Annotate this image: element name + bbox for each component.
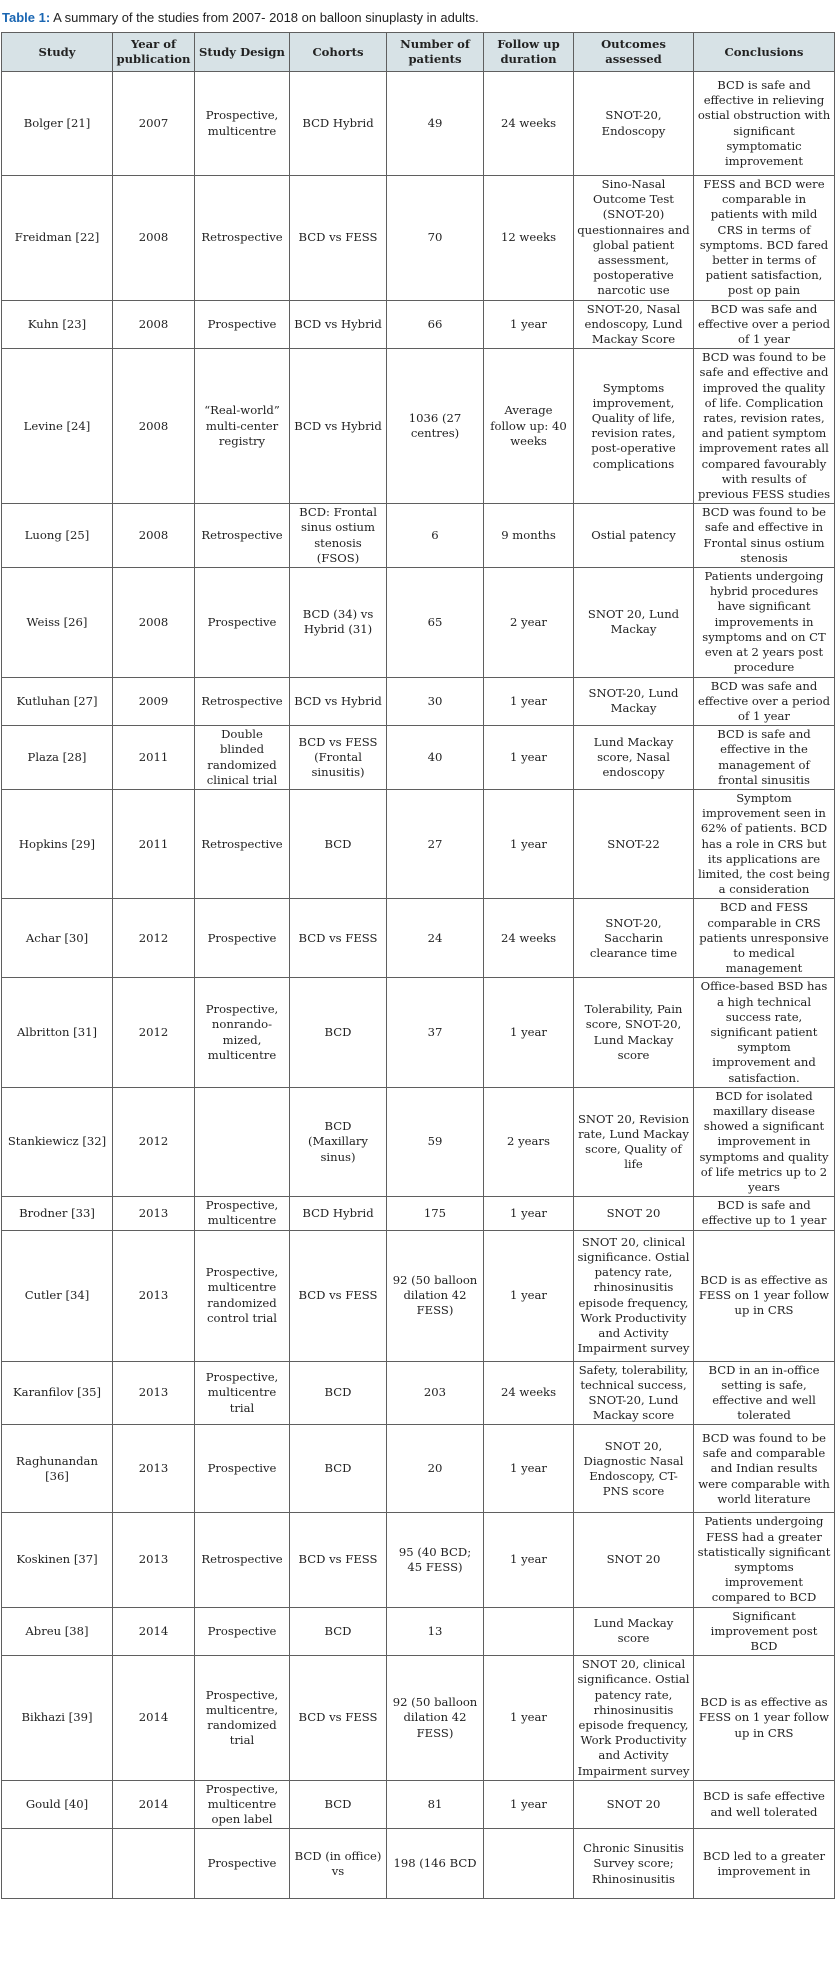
cell-outcomes: Lund Mackay score bbox=[574, 1607, 694, 1656]
cell-followup: 1 year bbox=[484, 978, 574, 1087]
cell-conclusions: BCD is as effective as FESS on 1 year follow up in CRS bbox=[694, 1656, 835, 1781]
cell-study bbox=[2, 1829, 113, 1899]
cell-patients: 27 bbox=[387, 789, 484, 898]
cell-cohorts: BCD bbox=[290, 1780, 387, 1829]
cell-design: Prospective, multicentre bbox=[195, 72, 290, 176]
cell-year: 2013 bbox=[113, 1197, 195, 1230]
cell-year: 2013 bbox=[113, 1513, 195, 1607]
cell-followup: 1 year bbox=[484, 677, 574, 726]
cell-followup bbox=[484, 1607, 574, 1656]
cell-design: “Real-world” multi-center registry bbox=[195, 349, 290, 504]
cell-conclusions: Patients undergoing FESS had a greater statistically significant symptoms improvement compared to BCD bbox=[694, 1513, 835, 1607]
cell-conclusions: BCD was safe and effective over a period of 1 year bbox=[694, 300, 835, 349]
cell-design: Prospective, multicentre bbox=[195, 1197, 290, 1230]
cell-outcomes: SNOT 20, Revision rate, Lund Mackay score, Quality of life bbox=[574, 1087, 694, 1196]
cell-followup: 1 year bbox=[484, 300, 574, 349]
cell-patients: 24 bbox=[387, 899, 484, 978]
cell-design: Retrospective bbox=[195, 677, 290, 726]
column-header-outcomes: Outcomes assessed bbox=[574, 33, 694, 72]
table-row bbox=[2, 677, 835, 726]
table-row bbox=[2, 1361, 835, 1425]
cell-followup: 1 year bbox=[484, 1230, 574, 1361]
cell-study: Achar [30] bbox=[2, 899, 113, 978]
cell-conclusions: BCD is safe and effective in the management of frontal sinusitis bbox=[694, 726, 835, 790]
cell-design bbox=[195, 1087, 290, 1196]
table-body bbox=[2, 72, 835, 1899]
cell-patients: 30 bbox=[387, 677, 484, 726]
cell-followup: 1 year bbox=[484, 726, 574, 790]
cell-conclusions: BCD is safe and effective in relieving ostial obstruction with significant symptomatic improvement bbox=[694, 72, 835, 176]
cell-followup: 2 years bbox=[484, 1087, 574, 1196]
cell-cohorts: BCD Hybrid bbox=[290, 1197, 387, 1230]
column-header-conclusions: Conclusions bbox=[694, 33, 835, 72]
cell-outcomes: SNOT 20, Lund Mackay bbox=[574, 568, 694, 677]
cell-conclusions: Office-based BSD has a high technical success rate, significant patient symptom improvement and satisfaction. bbox=[694, 978, 835, 1087]
cell-year: 2014 bbox=[113, 1607, 195, 1656]
cell-year: 2013 bbox=[113, 1361, 195, 1425]
table-row bbox=[2, 726, 835, 790]
cell-conclusions: BCD is safe effective and well tolerated bbox=[694, 1780, 835, 1829]
cell-year: 2012 bbox=[113, 1087, 195, 1196]
cell-year: 2012 bbox=[113, 899, 195, 978]
cell-design: Retrospective bbox=[195, 504, 290, 568]
cell-study: Kutluhan [27] bbox=[2, 677, 113, 726]
cell-conclusions: BCD was safe and effective over a period of 1 year bbox=[694, 677, 835, 726]
cell-patients: 40 bbox=[387, 726, 484, 790]
cell-patients: 20 bbox=[387, 1425, 484, 1513]
table-row bbox=[2, 1425, 835, 1513]
cell-outcomes: SNOT 20, Diagnostic Nasal Endoscopy, CT-PNS score bbox=[574, 1425, 694, 1513]
cell-patients: 175 bbox=[387, 1197, 484, 1230]
cell-study: Albritton [31] bbox=[2, 978, 113, 1087]
cell-cohorts: BCD (34) vs Hybrid (31) bbox=[290, 568, 387, 677]
cell-year: 2013 bbox=[113, 1425, 195, 1513]
cell-year: 2011 bbox=[113, 789, 195, 898]
cell-conclusions: Symptom improvement seen in 62% of patients. BCD has a role in CRS but its applications are limited, the cost being a consideration bbox=[694, 789, 835, 898]
cell-study: Brodner [33] bbox=[2, 1197, 113, 1230]
cell-patients: 1036 (27 centres) bbox=[387, 349, 484, 504]
cell-followup: 1 year bbox=[484, 1425, 574, 1513]
cell-followup: 1 year bbox=[484, 1197, 574, 1230]
cell-patients: 92 (50 balloon dilation 42 FESS) bbox=[387, 1230, 484, 1361]
table-row bbox=[2, 568, 835, 677]
cell-study: Cutler [34] bbox=[2, 1230, 113, 1361]
cell-followup: 24 weeks bbox=[484, 899, 574, 978]
cell-year: 2008 bbox=[113, 568, 195, 677]
cell-followup bbox=[484, 1829, 574, 1899]
cell-design: Prospective, multicentre open label bbox=[195, 1780, 290, 1829]
table-caption bbox=[2, 6, 479, 30]
cell-cohorts: BCD vs FESS (Frontal sinusitis) bbox=[290, 726, 387, 790]
cell-study: Abreu [38] bbox=[2, 1607, 113, 1656]
cell-outcomes: SNOT 20, clinical significance. Ostial patency rate, rhinosinusitis episode frequency, Work Productivity and Activity Impairment survey bbox=[574, 1656, 694, 1781]
cell-study: Freidman [22] bbox=[2, 176, 113, 301]
cell-year bbox=[113, 1829, 195, 1899]
cell-cohorts: BCD (in office) vs bbox=[290, 1829, 387, 1899]
table-row bbox=[2, 72, 835, 176]
cell-year: 2009 bbox=[113, 677, 195, 726]
table-row bbox=[2, 1513, 835, 1607]
cell-conclusions: BCD led to a greater improvement in bbox=[694, 1829, 835, 1899]
cell-outcomes: Lund Mackay score, Nasal endoscopy bbox=[574, 726, 694, 790]
cell-outcomes: SNOT-22 bbox=[574, 789, 694, 898]
cell-outcomes: Chronic Sinusitis Survey score; Rhinosinusitis bbox=[574, 1829, 694, 1899]
cell-cohorts: BCD Hybrid bbox=[290, 72, 387, 176]
table-row bbox=[2, 1780, 835, 1829]
cell-conclusions: BCD was found to be safe and effective and improved the quality of life. Complication rates, revision rates, and patient symptom improvement rates all compared favourably with results of previous FESS studies bbox=[694, 349, 835, 504]
cell-study: Raghunandan [36] bbox=[2, 1425, 113, 1513]
cell-outcomes: Ostial patency bbox=[574, 504, 694, 568]
cell-patients: 65 bbox=[387, 568, 484, 677]
column-header-followup: Follow up duration bbox=[484, 33, 574, 72]
table-row bbox=[2, 1230, 835, 1361]
cell-outcomes: SNOT-20, Endoscopy bbox=[574, 72, 694, 176]
cell-cohorts: BCD vs Hybrid bbox=[290, 349, 387, 504]
cell-followup: 1 year bbox=[484, 1656, 574, 1781]
cell-outcomes: SNOT 20 bbox=[574, 1197, 694, 1230]
cell-study: Bolger [21] bbox=[2, 72, 113, 176]
table-row bbox=[2, 1087, 835, 1196]
cell-year: 2012 bbox=[113, 978, 195, 1087]
cell-patients: 81 bbox=[387, 1780, 484, 1829]
studies-summary-table bbox=[1, 32, 835, 1899]
cell-year: 2014 bbox=[113, 1780, 195, 1829]
cell-design: Retrospective bbox=[195, 789, 290, 898]
table-row bbox=[2, 1829, 835, 1899]
cell-year: 2014 bbox=[113, 1656, 195, 1781]
cell-outcomes: SNOT-20, Nasal endoscopy, Lund Mackay Score bbox=[574, 300, 694, 349]
cell-study: Hopkins [29] bbox=[2, 789, 113, 898]
cell-patients: 203 bbox=[387, 1361, 484, 1425]
cell-year: 2013 bbox=[113, 1230, 195, 1361]
table-caption-label: Table 1: bbox=[2, 10, 51, 25]
cell-cohorts: BCD vs Hybrid bbox=[290, 677, 387, 726]
table-caption-text: A summary of the studies from 2007- 2018 on balloon sinuplasty in adults. bbox=[50, 10, 479, 25]
cell-followup: 24 weeks bbox=[484, 1361, 574, 1425]
cell-design: Retrospective bbox=[195, 176, 290, 301]
cell-design: Prospective bbox=[195, 568, 290, 677]
cell-outcomes: SNOT 20 bbox=[574, 1513, 694, 1607]
cell-cohorts: BCD: Frontal sinus ostium stenosis (FSOS) bbox=[290, 504, 387, 568]
cell-design: Prospective, multicentre trial bbox=[195, 1361, 290, 1425]
cell-year: 2007 bbox=[113, 72, 195, 176]
cell-outcomes: Tolerability, Pain score, SNOT-20, Lund Mackay score bbox=[574, 978, 694, 1087]
cell-study: Karanfilov [35] bbox=[2, 1361, 113, 1425]
cell-cohorts: BCD bbox=[290, 978, 387, 1087]
cell-outcomes: Sino-Nasal Outcome Test (SNOT-20) questionnaires and global patient assessment, postoperative narcotic use bbox=[574, 176, 694, 301]
cell-cohorts: BCD bbox=[290, 1425, 387, 1513]
cell-outcomes: SNOT-20, Saccharin clearance time bbox=[574, 899, 694, 978]
cell-study: Kuhn [23] bbox=[2, 300, 113, 349]
table-row bbox=[2, 1607, 835, 1656]
cell-cohorts: BCD vs FESS bbox=[290, 1656, 387, 1781]
cell-cohorts: BCD vs Hybrid bbox=[290, 300, 387, 349]
cell-study: Plaza [28] bbox=[2, 726, 113, 790]
cell-design: Retrospective bbox=[195, 1513, 290, 1607]
cell-year: 2011 bbox=[113, 726, 195, 790]
cell-conclusions: FESS and BCD were comparable in patients with mild CRS in terms of symptoms. BCD fared better in terms of patient satisfaction, post op pain bbox=[694, 176, 835, 301]
cell-patients: 198 (146 BCD bbox=[387, 1829, 484, 1899]
cell-outcomes: SNOT 20, clinical significance. Ostial patency rate, rhinosinusitis episode frequency, Work Productivity and Activity Impairment survey bbox=[574, 1230, 694, 1361]
cell-followup: 1 year bbox=[484, 789, 574, 898]
cell-design: Prospective bbox=[195, 1829, 290, 1899]
cell-followup: 1 year bbox=[484, 1780, 574, 1829]
cell-design: Prospective bbox=[195, 300, 290, 349]
cell-cohorts: BCD vs FESS bbox=[290, 1513, 387, 1607]
cell-patients: 66 bbox=[387, 300, 484, 349]
column-header-cohorts: Cohorts bbox=[290, 33, 387, 72]
column-header-patients: Number of patients bbox=[387, 33, 484, 72]
cell-year: 2008 bbox=[113, 176, 195, 301]
cell-year: 2008 bbox=[113, 349, 195, 504]
cell-design: Prospective, multicentre, randomized trial bbox=[195, 1656, 290, 1781]
cell-conclusions: BCD is as effective as FESS on 1 year follow up in CRS bbox=[694, 1230, 835, 1361]
cell-patients: 6 bbox=[387, 504, 484, 568]
cell-cohorts: BCD bbox=[290, 1361, 387, 1425]
table-row bbox=[2, 349, 835, 504]
cell-design: Prospective bbox=[195, 1607, 290, 1656]
cell-study: Koskinen [37] bbox=[2, 1513, 113, 1607]
table-row bbox=[2, 899, 835, 978]
cell-outcomes: Safety, tolerability, technical success, SNOT-20, Lund Mackay score bbox=[574, 1361, 694, 1425]
cell-patients: 49 bbox=[387, 72, 484, 176]
cell-cohorts: BCD bbox=[290, 789, 387, 898]
cell-cohorts: BCD (Maxillary sinus) bbox=[290, 1087, 387, 1196]
cell-design: Prospective bbox=[195, 899, 290, 978]
cell-conclusions: Significant improvement post BCD bbox=[694, 1607, 835, 1656]
cell-followup: 1 year bbox=[484, 1513, 574, 1607]
cell-study: Weiss [26] bbox=[2, 568, 113, 677]
cell-conclusions: BCD was found to be safe and comparable and Indian results were comparable with world literature bbox=[694, 1425, 835, 1513]
cell-design: Prospective bbox=[195, 1425, 290, 1513]
table-row bbox=[2, 1197, 835, 1230]
cell-patients: 92 (50 balloon dilation 42 FESS) bbox=[387, 1656, 484, 1781]
cell-outcomes: SNOT 20 bbox=[574, 1780, 694, 1829]
table-header-row bbox=[2, 33, 835, 72]
cell-conclusions: BCD for isolated maxillary disease showed a significant improvement in symptoms and quality of life metrics up to 2 years bbox=[694, 1087, 835, 1196]
cell-year: 2008 bbox=[113, 504, 195, 568]
cell-followup: 24 weeks bbox=[484, 72, 574, 176]
cell-cohorts: BCD bbox=[290, 1607, 387, 1656]
cell-design: Prospective, nonrando-mized, multicentre bbox=[195, 978, 290, 1087]
cell-outcomes: Symptoms improvement, Quality of life, revision rates, post-operative complications bbox=[574, 349, 694, 504]
table-row bbox=[2, 1656, 835, 1781]
cell-conclusions: Patients undergoing hybrid procedures have significant improvements in symptoms and on CT even at 2 years post procedure bbox=[694, 568, 835, 677]
cell-study: Luong [25] bbox=[2, 504, 113, 568]
cell-conclusions: BCD in an in-office setting is safe, effective and well tolerated bbox=[694, 1361, 835, 1425]
cell-study: Levine [24] bbox=[2, 349, 113, 504]
column-header-study: Study bbox=[2, 33, 113, 72]
cell-followup: Average follow up: 40 weeks bbox=[484, 349, 574, 504]
cell-cohorts: BCD vs FESS bbox=[290, 1230, 387, 1361]
cell-followup: 9 months bbox=[484, 504, 574, 568]
cell-cohorts: BCD vs FESS bbox=[290, 899, 387, 978]
table-row bbox=[2, 300, 835, 349]
cell-patients: 13 bbox=[387, 1607, 484, 1656]
table-row bbox=[2, 978, 835, 1087]
cell-followup: 2 year bbox=[484, 568, 574, 677]
column-header-design: Study Design bbox=[195, 33, 290, 72]
cell-conclusions: BCD and FESS comparable in CRS patients unresponsive to medical management bbox=[694, 899, 835, 978]
cell-study: Gould [40] bbox=[2, 1780, 113, 1829]
cell-patients: 95 (40 BCD; 45 FESS) bbox=[387, 1513, 484, 1607]
cell-conclusions: BCD is safe and effective up to 1 year bbox=[694, 1197, 835, 1230]
table-row bbox=[2, 504, 835, 568]
cell-design: Double blinded randomized clinical trial bbox=[195, 726, 290, 790]
cell-study: Stankiewicz [32] bbox=[2, 1087, 113, 1196]
cell-patients: 70 bbox=[387, 176, 484, 301]
cell-cohorts: BCD vs FESS bbox=[290, 176, 387, 301]
cell-followup: 12 weeks bbox=[484, 176, 574, 301]
cell-conclusions: BCD was found to be safe and effective in Frontal sinus ostium stenosis bbox=[694, 504, 835, 568]
cell-design: Prospective, multicentre randomized control trial bbox=[195, 1230, 290, 1361]
column-header-year: Year of publication bbox=[113, 33, 195, 72]
table-row bbox=[2, 789, 835, 898]
table-row bbox=[2, 176, 835, 301]
cell-year: 2008 bbox=[113, 300, 195, 349]
cell-patients: 59 bbox=[387, 1087, 484, 1196]
cell-outcomes: SNOT-20, Lund Mackay bbox=[574, 677, 694, 726]
cell-study: Bikhazi [39] bbox=[2, 1656, 113, 1781]
cell-patients: 37 bbox=[387, 978, 484, 1087]
